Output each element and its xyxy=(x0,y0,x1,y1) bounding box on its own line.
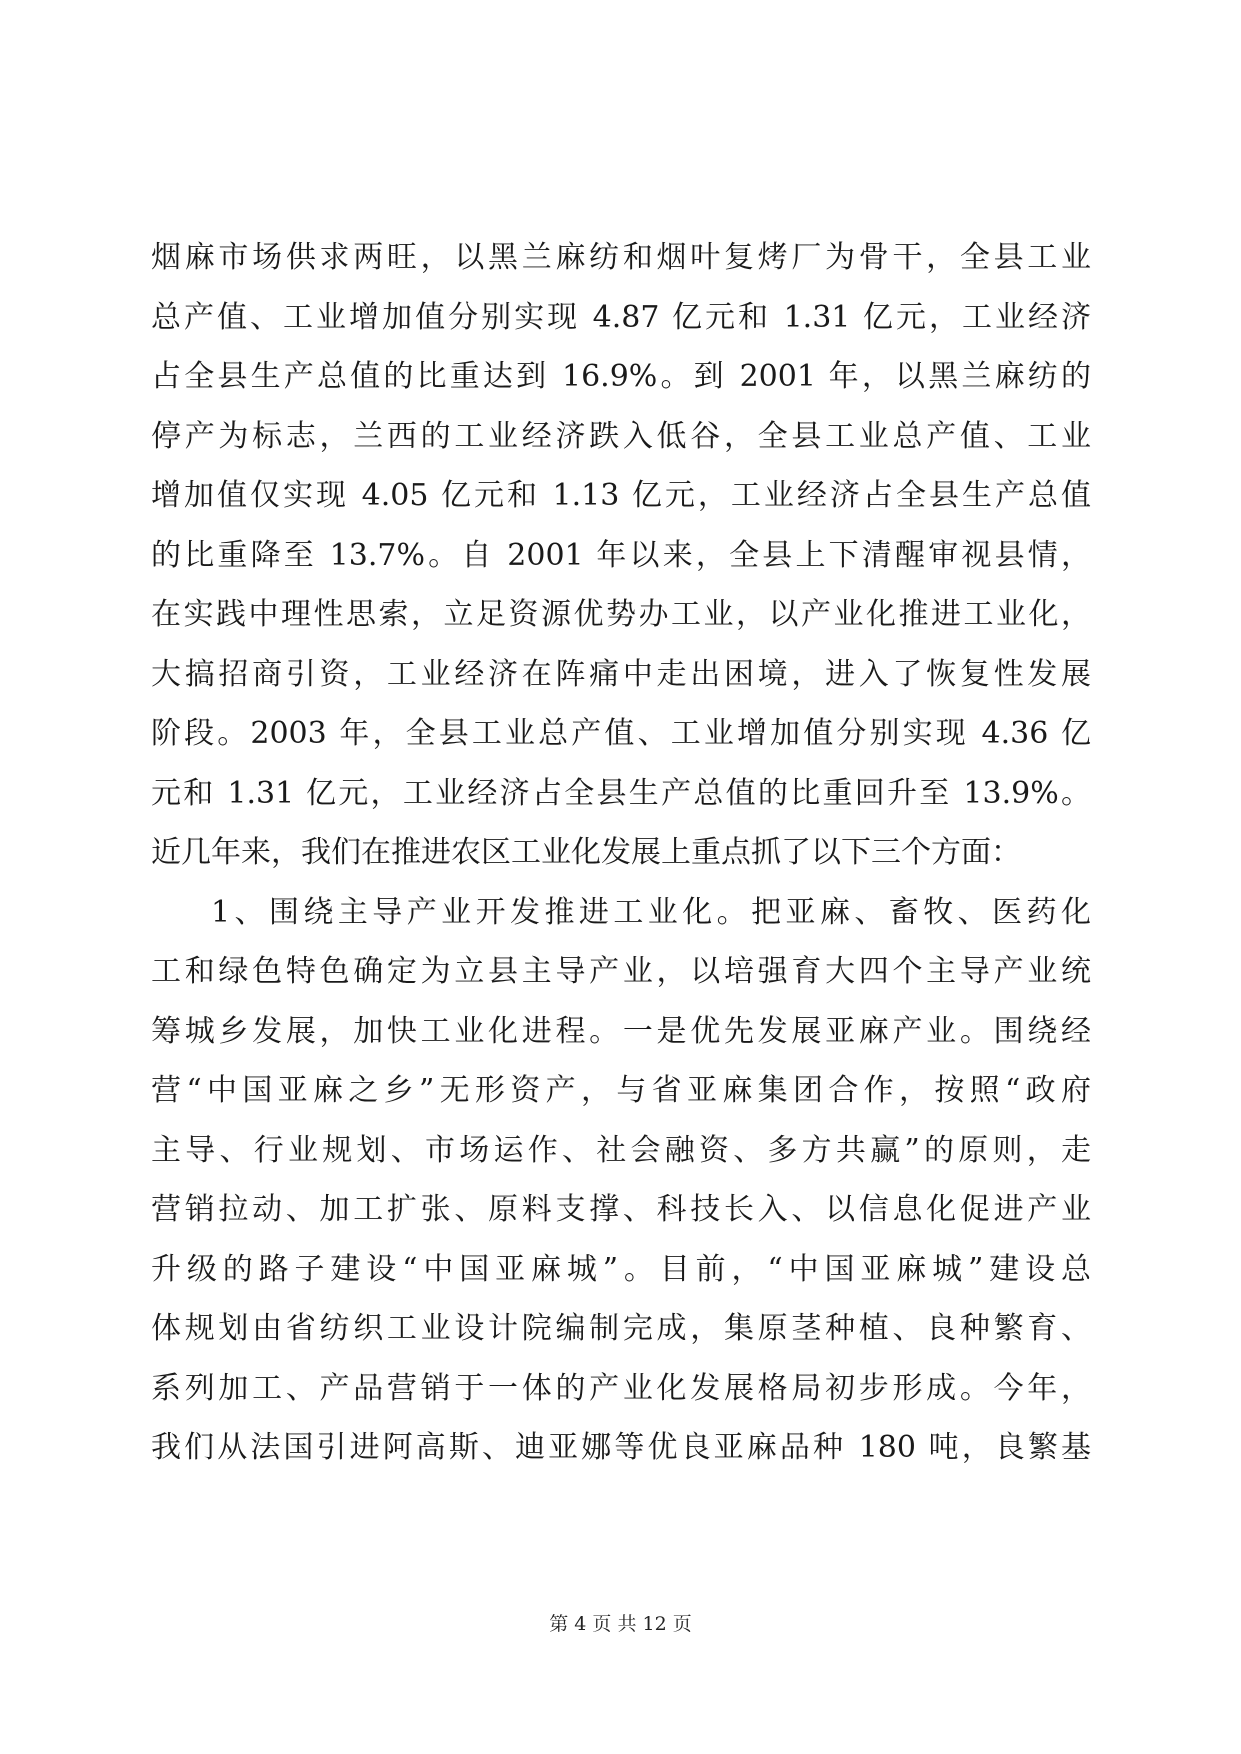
text-line: 大搞招商引资，工业经济在阵痛中走出困境，进入了恢复性发展 xyxy=(151,656,1091,692)
text-line: 升级的路子建设“中国亚麻城”。目前，“中国亚麻城”建设总 xyxy=(151,1251,1091,1287)
text-line: 主导、行业规划、市场运作、社会融资、多方共赢”的原则，走 xyxy=(151,1132,1091,1168)
text-line: 近几年来，我们在推进农区工业化发展上重点抓了以下三个方面： xyxy=(151,835,1021,870)
paragraph-start-line: 1、围绕主导产业开发推进工业化。把亚麻、畜牧、医药化 xyxy=(211,894,1091,930)
text-line: 筹城乡发展，加快工业化进程。一是优先发展亚麻产业。围绕经 xyxy=(151,1013,1091,1049)
text-line: 在实践中理性思索，立足资源优势办工业，以产业化推进工业化， xyxy=(151,597,1091,632)
text-line: 营销拉动、加工扩张、原料支撑、科技长入、以信息化促进产业 xyxy=(151,1192,1091,1227)
text-line: 元和 1.31 亿元，工业经济占全县生产总值的比重回升至 13.9%。 xyxy=(151,775,1091,811)
text-line: 系列加工、产品营销于一体的产业化发展格局初步形成。今年， xyxy=(151,1370,1091,1406)
text-line: 烟麻市场供求两旺，以黑兰麻纺和烟叶复烤厂为骨干，全县工业 xyxy=(151,240,1091,275)
text-line: 体规划由省纺织工业设计院编制完成，集原茎种植、良种繁育、 xyxy=(151,1311,1091,1346)
text-line: 停产为标志，兰西的工业经济跌入低谷，全县工业总产值、工业 xyxy=(151,418,1091,454)
text-line: 增加值仅实现 4.05 亿元和 1.13 亿元，工业经济占全县生产总值 xyxy=(151,478,1091,513)
text-line: 的比重降至 13.7%。自 2001 年以来，全县上下清醒审视县情， xyxy=(151,537,1091,573)
text-line: 总产值、工业增加值分别实现 4.87 亿元和 1.31 亿元，工业经济 xyxy=(151,299,1091,335)
text-line: 我们从法国引进阿高斯、迪亚娜等优良亚麻品种 180 吨，良繁基 xyxy=(151,1430,1091,1465)
text-line: 占全县生产总值的比重达到 16.9%。到 2001 年，以黑兰麻纺的 xyxy=(151,359,1091,394)
body-text xyxy=(151,228,1091,1478)
text-line: 工和绿色特色确定为立县主导产业，以培强育大四个主导产业统 xyxy=(151,954,1091,989)
page-number-footer: 第 4 页 共 12 页 xyxy=(549,1613,692,1635)
text-line: 阶段。2003 年，全县工业总产值、工业增加值分别实现 4.36 亿 xyxy=(151,716,1091,751)
text-line: 营“中国亚麻之乡”无形资产，与省亚麻集团合作，按照“政府 xyxy=(151,1073,1091,1108)
